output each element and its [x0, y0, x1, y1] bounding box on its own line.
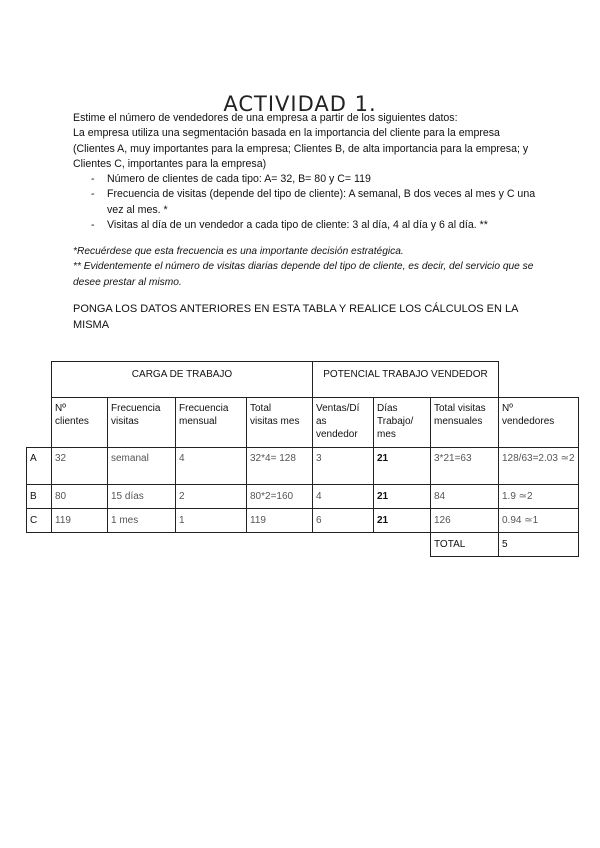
- table-cell: 3: [313, 448, 374, 485]
- column-header: Total visitas mensuales: [431, 398, 499, 448]
- table-cell: 21: [374, 448, 431, 485]
- list-item: - Número de clientes de cada tipo: A= 32, B= 80 y C= 119: [73, 172, 543, 187]
- table-row: [27, 485, 579, 509]
- bullet-dash: -: [91, 188, 95, 201]
- bullet-dash: -: [91, 173, 95, 186]
- intro-line-2: La empresa utiliza una segmentación basada en la importancia del cliente para la empresa (Clientes A, muy importantes para la empresa; Clientes B, de alta importancia para la empresa; y Clientes C, importantes para la empresa): [73, 127, 529, 170]
- table-cell: 1 mes: [108, 509, 176, 533]
- table-cell: 2: [176, 485, 247, 509]
- table-cell: 4: [176, 448, 247, 485]
- row-label: A: [27, 448, 52, 485]
- table-cell: 128/63=2.03 ≃2: [499, 448, 579, 485]
- list-item: - Visitas al día de un vendedor a cada tipo de cliente: 3 al día, 4 al día y 6 al día. **: [73, 218, 543, 233]
- intro-section: [73, 111, 543, 233]
- table-cell: 84: [431, 485, 499, 509]
- column-header: Total visitas mes: [247, 398, 313, 448]
- footnotes: [73, 244, 543, 290]
- table-cell: 3*21=63: [431, 448, 499, 485]
- total-value: 5: [499, 533, 579, 557]
- table-cell: 6: [313, 509, 374, 533]
- table-cell: 32: [52, 448, 108, 485]
- table-cell: 80: [52, 485, 108, 509]
- table-cell: 32*4= 128: [247, 448, 313, 485]
- column-header: Nº vendedores: [499, 398, 579, 448]
- table-cell: 126: [431, 509, 499, 533]
- table-cell: 119: [52, 509, 108, 533]
- column-header: Ventas/Dí as vendedor: [313, 398, 374, 448]
- group-header-carga: CARGA DE TRABAJO: [52, 362, 313, 398]
- data-bullet-list: [73, 172, 543, 233]
- column-header: Frecuencia visitas: [108, 398, 176, 448]
- instruction-text: PONGA LOS DATOS ANTERIORES EN ESTA TABLA Y REALICE LOS CÁLCULOS EN LA MISMA: [73, 303, 518, 331]
- workload-table: [26, 361, 579, 557]
- table-cell: 80*2=160: [247, 485, 313, 509]
- row-label: B: [27, 485, 52, 509]
- group-header-potencial: POTENCIAL TRABAJO VENDEDOR: [313, 362, 499, 398]
- footnote-2: ** Evidentemente el número de visitas diarias depende del tipo de cliente, es decir, del servicio que se desee prestar al mismo.: [73, 261, 534, 288]
- total-label: TOTAL: [431, 533, 499, 557]
- column-header: Días Trabajo/ mes: [374, 398, 431, 448]
- table-cell: 0.94 ≃1: [499, 509, 579, 533]
- page-title: ACTIVIDAD 1.: [223, 92, 377, 117]
- table-cell: 1.9 ≃2: [499, 485, 579, 509]
- column-header: Frecuencia mensual: [176, 398, 247, 448]
- table-cell: semanal: [108, 448, 176, 485]
- table-row: [27, 509, 579, 533]
- table-row: [27, 448, 579, 485]
- table-cell: 21: [374, 485, 431, 509]
- table-cell: 21: [374, 509, 431, 533]
- list-item: - Frecuencia de visitas (depende del tipo de cliente): A semanal, B dos veces al mes y C una vez al mes. *: [91, 188, 536, 216]
- bullet-dash: -: [91, 219, 95, 232]
- row-label: C: [27, 509, 52, 533]
- column-header: Nº clientes: [52, 398, 108, 448]
- footnote-1: *Recuérdese que esta frecuencia es una importante decisión estratégica.: [73, 246, 404, 257]
- table-cell: 15 días: [108, 485, 176, 509]
- intro-line-1: Estime el número de vendedores de una empresa a partir de los siguientes datos:: [73, 112, 458, 124]
- table-cell: 4: [313, 485, 374, 509]
- table-cell: 119: [247, 509, 313, 533]
- table-cell: 1: [176, 509, 247, 533]
